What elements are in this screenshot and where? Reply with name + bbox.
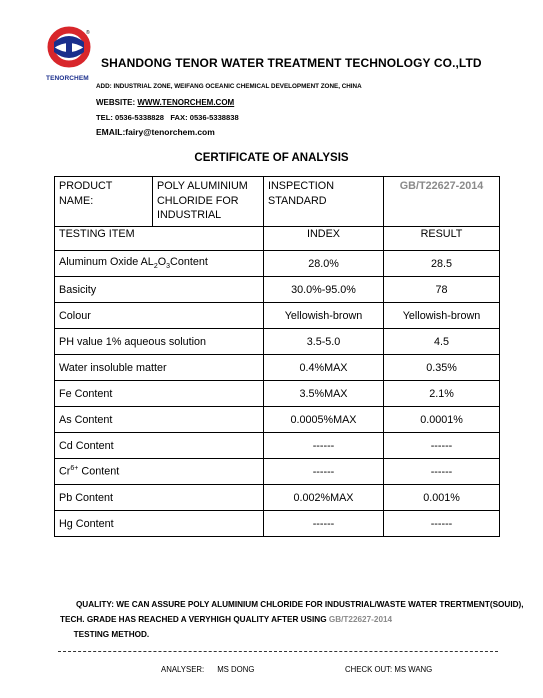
- checkout: CHECK OUT: MS WANG: [345, 665, 433, 674]
- item-text: Pb Content: [59, 491, 114, 504]
- table-row: [55, 407, 500, 433]
- result-value: 0.0001%: [384, 407, 500, 433]
- item-text: Content: [170, 256, 208, 269]
- table-row: [55, 433, 500, 459]
- item-text: Cr: [59, 465, 71, 478]
- item-text: As Content: [59, 413, 113, 426]
- index-value: 0.4%MAX: [264, 355, 384, 381]
- item-subscript: 2: [153, 263, 158, 271]
- testing-item: [55, 485, 264, 511]
- testing-item: [55, 381, 264, 407]
- table-row: [55, 355, 500, 381]
- website-label: WEBSITE:: [96, 98, 138, 107]
- column-header-index: INDEX: [264, 227, 384, 251]
- result-value: 0.35%: [384, 355, 500, 381]
- testing-item: [55, 329, 264, 355]
- testing-item: [55, 407, 264, 433]
- company-phone: [96, 113, 239, 122]
- fax-number: FAX: 0536-5338838: [170, 113, 239, 122]
- brand-name: TENORCHEM: [46, 75, 89, 82]
- table-row: [55, 511, 500, 537]
- result-value: 78: [384, 277, 500, 303]
- inspection-standard: GB/T22627-2014: [384, 177, 500, 227]
- table-body: [55, 251, 500, 537]
- result-value: Yellowish-brown: [384, 303, 500, 329]
- index-value: 28.0%: [264, 251, 384, 277]
- item-text: Hg Content: [59, 517, 114, 530]
- result-value: 28.5: [384, 251, 500, 277]
- item-text: Content: [78, 465, 120, 478]
- table-row: [55, 329, 500, 355]
- item-text: Colour: [59, 309, 91, 322]
- result-value: 0.001%: [384, 485, 500, 511]
- column-header-item: TESTING ITEM: [55, 227, 264, 251]
- column-header-result: RESULT: [384, 227, 500, 251]
- item-text: PH value 1% aqueous solution: [59, 335, 207, 348]
- testing-item: [55, 303, 264, 329]
- table-row: [55, 303, 500, 329]
- index-value: 0.002%MAX: [264, 485, 384, 511]
- testing-item: [55, 459, 264, 485]
- testing-item: [55, 277, 264, 303]
- analyser: [161, 665, 254, 674]
- quality-standard: GB/T22627-2014: [328, 615, 393, 624]
- index-value: ------: [264, 459, 384, 485]
- table-row: [55, 251, 500, 277]
- index-value: ------: [264, 511, 384, 537]
- index-value: Yellowish-brown: [264, 303, 384, 329]
- index-value: 3.5%MAX: [264, 381, 384, 407]
- result-value: ------: [384, 433, 500, 459]
- testing-item: [55, 433, 264, 459]
- testing-item: [55, 511, 264, 537]
- quality-text-end: TESTING METHOD.: [71, 630, 150, 639]
- result-value: 4.5: [384, 329, 500, 355]
- product-name: POLY ALUMINIUM CHLORIDE FOR INDUSTRIAL: [153, 177, 264, 227]
- table-row: [55, 381, 500, 407]
- quality-statement: [60, 597, 530, 642]
- certificate-title: CERTIFICATE OF ANALYSIS: [194, 152, 349, 164]
- analyser-name: MS DONG: [217, 665, 255, 674]
- item-superscript: 6+: [70, 465, 79, 473]
- item-text: Cd Content: [59, 439, 114, 452]
- analysis-table: [54, 176, 500, 537]
- inspection-label: INSPECTION STANDARD: [264, 177, 384, 227]
- registered-mark: ®: [86, 30, 90, 36]
- index-value: 0.0005%MAX: [264, 407, 384, 433]
- quality-text: QUALITY: WE CAN ASSURE POLY ALUMINIUM CHLORIDE FOR INDUSTRIAL/WASTE WATER TRERTMENT(SOUID), TECH. GRADE HAS REACHED A VERYHIGH QUALITY AFTER USING: [60, 600, 524, 624]
- index-value: ------: [264, 433, 384, 459]
- analyser-label: ANALYSER:: [161, 665, 205, 674]
- table-row: [55, 459, 500, 485]
- result-value: 2.1%: [384, 381, 500, 407]
- tel-number: TEL: 0536-5338828: [96, 113, 164, 122]
- item-text: Fe Content: [59, 387, 113, 400]
- item-text: Basicity: [59, 283, 97, 296]
- result-value: ------: [384, 511, 500, 537]
- company-email: EMAIL:fairy@tenorchem.com: [96, 127, 215, 137]
- company-website: [96, 98, 234, 107]
- company-name: SHANDONG TENOR WATER TREATMENT TECHNOLOGY CO.,LTD: [101, 56, 482, 70]
- index-value: 30.0%-95.0%: [264, 277, 384, 303]
- item-text: Water insoluble matter: [59, 361, 167, 374]
- item-text: Aluminum Oxide AL: [59, 256, 154, 269]
- item-text: O: [157, 256, 167, 269]
- table-row: [55, 277, 500, 303]
- product-label: PRODUCT NAME:: [55, 177, 153, 227]
- item-subscript: 3: [166, 263, 171, 271]
- testing-item: [55, 355, 264, 381]
- product-row: [55, 177, 500, 227]
- testing-item: [55, 251, 264, 277]
- index-value: 3.5-5.0: [264, 329, 384, 355]
- result-value: ------: [384, 459, 500, 485]
- website-link[interactable]: WWW.TENORCHEM.COM: [137, 98, 235, 107]
- column-header-row: [55, 227, 500, 251]
- company-address: ADD: INDUSTRIAL ZONE, WEIFANG OCEANIC CHEMICAL DEVELOPMENT ZONE, CHINA: [96, 83, 362, 90]
- signature-divider: [58, 651, 498, 652]
- table-row: [55, 485, 500, 511]
